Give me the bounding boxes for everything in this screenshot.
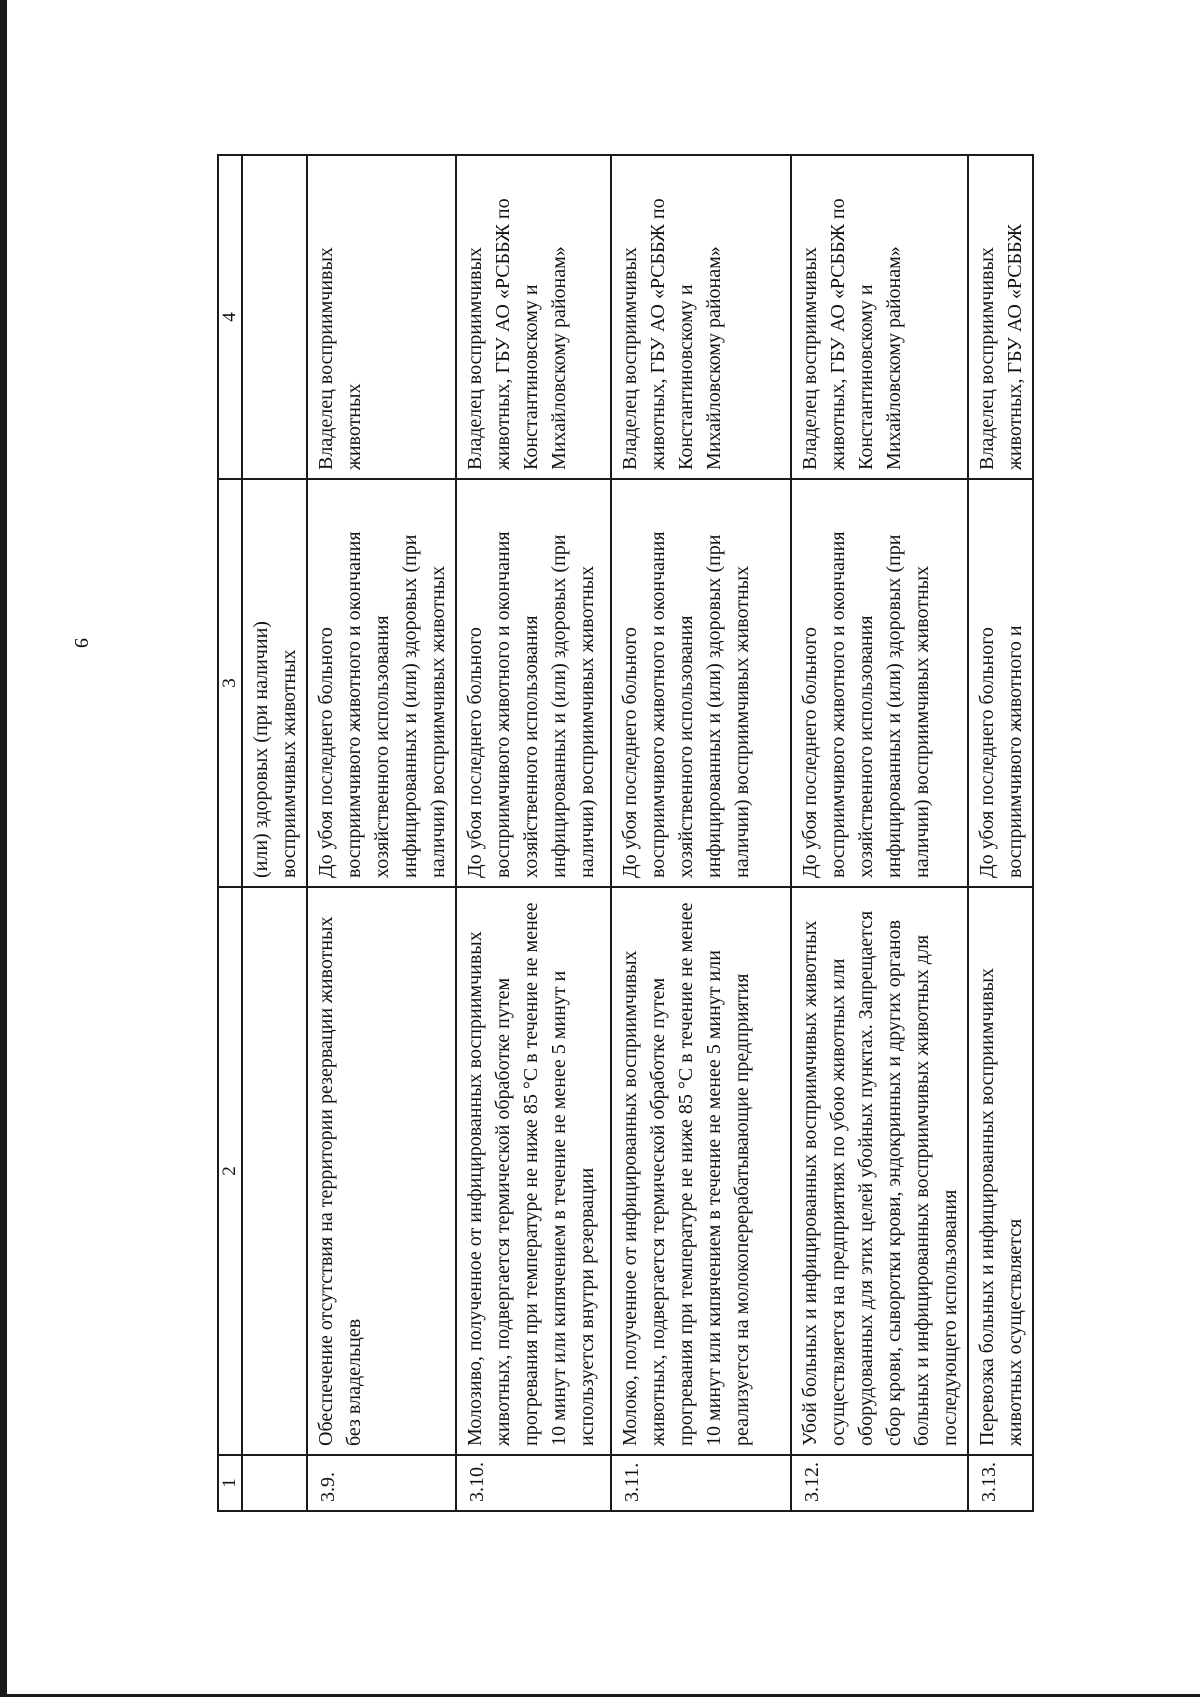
page-number: 9 xyxy=(70,638,92,648)
row-number: 3.9. xyxy=(307,1455,456,1511)
row-responsible: Владелец восприимчивых животных xyxy=(307,155,456,479)
table-row xyxy=(307,155,456,1511)
row-measure xyxy=(242,887,307,1455)
row-term: (или) здоровых (при наличии) восприимчивых животных xyxy=(242,479,307,887)
table-header-row xyxy=(218,155,242,1511)
row-number xyxy=(242,1455,307,1511)
row-term: До убоя последнего больного восприимчивого животного и окончания хозяйственного использования инфицированных и (или) здоровых (при наличии) восприимчивых животных xyxy=(611,479,791,887)
row-number: 3.13. xyxy=(968,1455,1033,1511)
row-responsible: Владелец восприимчивых животных, ГБУ АО «РСББЖ по Константиновскому и Михайловскому районам» xyxy=(456,155,611,479)
row-number: 3.12. xyxy=(791,1455,968,1511)
rotated-table-container xyxy=(217,156,1026,1512)
header-col-4: 4 xyxy=(218,155,242,479)
row-term: До убоя последнего больного восприимчивого животного и окончания хозяйственного использования инфицированных и (или) здоровых (при наличии) восприимчивых животных xyxy=(456,479,611,887)
row-measure: Обеспечение отсутствия на территории резервации животных без владельцев xyxy=(307,887,456,1455)
table-row xyxy=(242,155,307,1511)
row-number: 3.10. xyxy=(456,1455,611,1511)
row-number: 3.11. xyxy=(611,1455,791,1511)
row-term: До убоя последнего больного восприимчивого животного и xyxy=(968,479,1033,887)
row-responsible: Владелец восприимчивых животных, ГБУ АО «РСББЖ xyxy=(968,155,1033,479)
row-measure: Молоко, полученное от инфицированных восприимчивых животных, подвергается термической обработке путем прогревания при температуре не ниже 85 °С в течение не менее 10 минут или кипячением в течение не менее 5 минут или реализуется на молокоперерабатывающие предприятия xyxy=(611,887,791,1455)
table-row xyxy=(968,155,1033,1511)
row-responsible xyxy=(242,155,307,479)
header-col-3: 3 xyxy=(218,479,242,887)
header-col-2: 2 xyxy=(218,887,242,1455)
table-row xyxy=(611,155,791,1511)
header-col-1: 1 xyxy=(218,1455,242,1511)
table-row xyxy=(456,155,611,1511)
row-measure: Убой больных и инфицированных восприимчивых животных осуществляется на предприятиях по убою животных или оборудованных для этих целей убойных пунктах. Запрещается сбор крови, сыворотки крови, эндокринных и других органов больных и инфицированных восприимчивых животных для последующего использования xyxy=(791,887,968,1455)
measures-table xyxy=(217,154,1034,1512)
row-term: До убоя последнего больного восприимчивого животного и окончания хозяйственного использования инфицированных и (или) здоровых (при наличии) восприимчивых животных xyxy=(791,479,968,887)
row-term: До убоя последнего больного восприимчивого животного и окончания хозяйственного использования инфицированных и (или) здоровых (при наличии) восприимчивых животных xyxy=(307,479,456,887)
scan-left-edge xyxy=(0,0,7,1697)
row-measure: Молозиво, полученное от инфицированных восприимчивых животных, подвергается термической обработке путем прогревания при температуре не ниже 85 °С в течение не менее 10 минут или кипячением в течение не менее 5 минут и используется внутри резервации xyxy=(456,887,611,1455)
table-row xyxy=(791,155,968,1511)
row-measure: Перевозка больных и инфицированных восприимчивых животных осуществляется xyxy=(968,887,1033,1455)
row-responsible: Владелец восприимчивых животных, ГБУ АО «РСББЖ по Константиновскому и Михайловскому районам» xyxy=(611,155,791,479)
row-responsible: Владелец восприимчивых животных, ГБУ АО «РСББЖ по Константиновскому и Михайловскому районам» xyxy=(791,155,968,479)
